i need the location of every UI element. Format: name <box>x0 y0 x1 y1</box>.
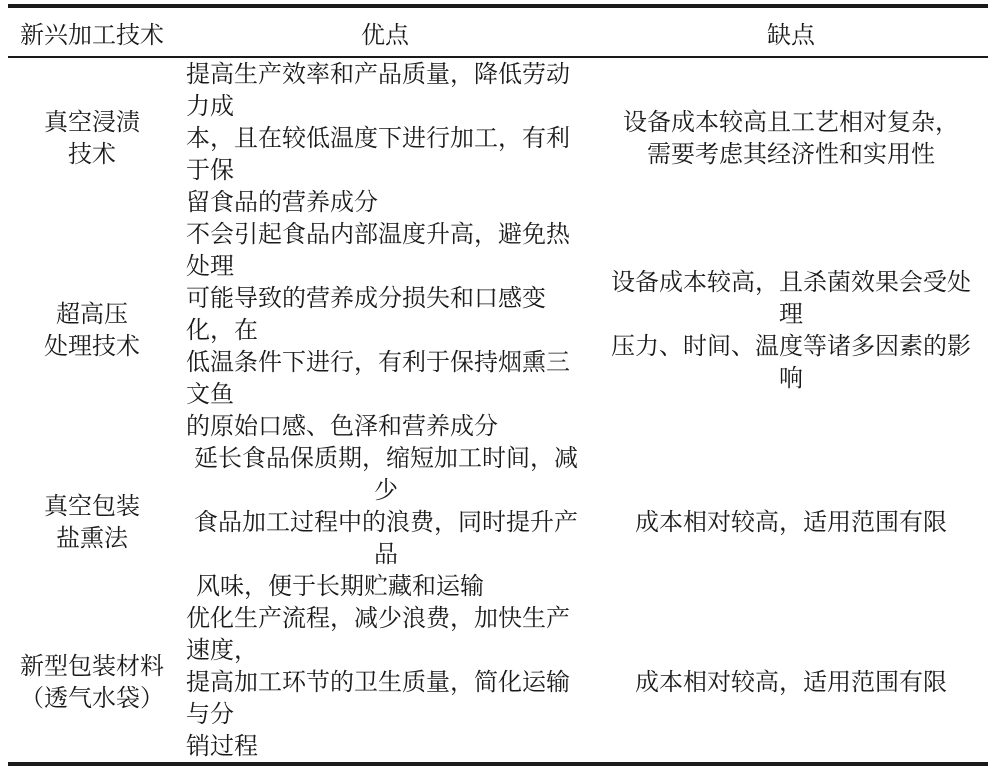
advantages-cell <box>176 442 594 602</box>
header-advantages: 优点 <box>361 20 409 49</box>
advantage-line: 提高加工环节的卫生质量，简化运输与分 <box>186 668 570 728</box>
table-row <box>8 602 988 762</box>
tech-line: 处理技术 <box>44 332 140 360</box>
tech-line: 真空包装 <box>44 492 140 520</box>
tech-cell <box>8 58 176 218</box>
disadvantages-cell <box>594 218 988 442</box>
comparison-table <box>8 4 988 766</box>
advantages-cell <box>176 218 594 442</box>
advantage-line: 提高生产效率和产品质量，降低劳动力成 <box>186 60 570 120</box>
disadvantages-cell <box>594 442 988 602</box>
advantage-line: 食品加工过程中的浪费，同时提升产品 <box>194 508 578 568</box>
tech-cell <box>8 442 176 602</box>
tech-cell <box>8 602 176 762</box>
advantage-line: 风味，便于长期贮藏和运输 <box>196 572 484 600</box>
disadvantage-line: 需要考虑其经济性和实用性 <box>647 140 935 168</box>
advantage-line: 销过程 <box>186 732 258 760</box>
advantage-line: 本，且在较低温度下进行加工，有利于保 <box>186 124 570 184</box>
disadvantage-line: 压力、时间、温度等诸多因素的影响 <box>611 332 971 392</box>
tech-line: 技术 <box>68 140 116 168</box>
table-row <box>8 442 988 602</box>
disadvantage-line: 成本相对较高，适用范围有限 <box>635 508 947 536</box>
advantage-line: 不会引起食品内部温度升高，避免热处理 <box>186 220 570 280</box>
table-rows <box>8 58 988 762</box>
tech-line: 新型包装材料 <box>20 652 164 680</box>
disadvantage-line: 设备成本较高，且杀菌效果会受处理 <box>611 268 971 328</box>
tech-line: 盐熏法 <box>56 524 128 552</box>
table-row <box>8 218 988 442</box>
bottom-rule <box>8 762 988 766</box>
disadvantages-cell <box>594 58 988 218</box>
disadvantage-line: 设备成本较高且工艺相对复杂， <box>623 108 959 136</box>
table-row <box>8 58 988 218</box>
tech-line: 真空浸渍 <box>44 108 140 136</box>
advantage-line: 留食品的营养成分 <box>186 188 378 216</box>
header-row <box>8 8 988 56</box>
header-tech: 新兴加工技术 <box>20 20 164 49</box>
disadvantages-cell <box>594 602 988 762</box>
advantages-cell <box>176 602 594 762</box>
table-body <box>8 8 988 56</box>
advantage-line: 可能导致的营养成分损失和口感变化，在 <box>186 284 546 344</box>
advantage-line: 低温条件下进行，有利于保持烟熏三文鱼 <box>186 348 570 408</box>
header-disadvantages: 缺点 <box>767 20 815 49</box>
advantage-line: 优化生产流程，减少浪费，加快生产速度， <box>186 604 570 664</box>
tech-cell <box>8 218 176 442</box>
tech-line: （透气水袋） <box>20 684 164 712</box>
tech-line: 超高压 <box>56 300 128 328</box>
disadvantage-line: 成本相对较高，适用范围有限 <box>635 668 947 696</box>
advantage-line: 的原始口感、色泽和营养成分 <box>186 412 498 440</box>
advantage-line: 延长食品保质期，缩短加工时间，减少 <box>194 444 578 504</box>
advantages-cell <box>176 58 594 218</box>
